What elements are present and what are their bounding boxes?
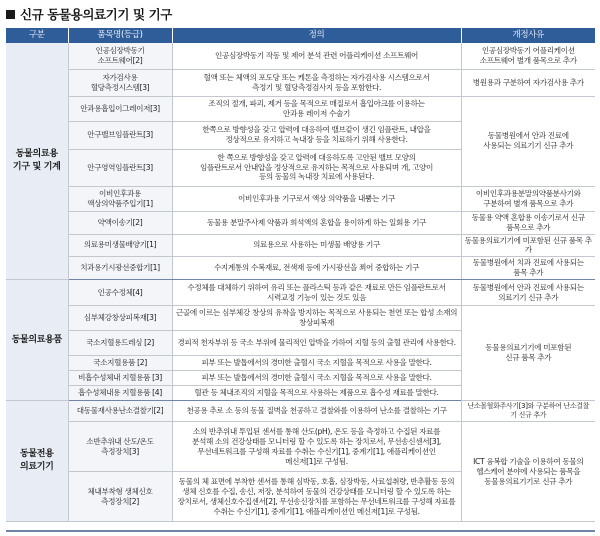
table-row — [6, 280, 595, 306]
item-name: 자가검사용 혈당측정시스템[3] — [68, 69, 172, 96]
header-category: 구분 — [6, 28, 68, 43]
definition-cell: 근골에 이르는 심부체강 창상의 유착을 방지하는 목적으로 사용되는 천연 또는 합성 소재의 창상피복재 — [172, 306, 461, 331]
item-name: 국소지혈용드레싱 [2] — [68, 331, 172, 356]
reason-cell: 이비인후과용분말의약품분사기와 구분하여 별개 품목으로 추가 — [461, 186, 595, 211]
category-cell: 동물의료용 기구 및 기계 — [6, 43, 68, 280]
table-row — [6, 234, 595, 257]
item-name: 심부체강창상피복재[3] — [68, 306, 172, 331]
item-name: 국소지혈용품 [2] — [68, 356, 172, 371]
table-row — [6, 211, 595, 234]
table-bottom-rule — [6, 530, 595, 532]
item-name: 인공수정체[4] — [68, 280, 172, 306]
definition-cell: 혈액 또는 체액의 포도당 또는 케톤을 측정하는 자가검사용 시스템으로서 측정기 및 혈당측정검사지 등을 포함한다. — [172, 69, 461, 96]
reason-cell: 병원용과 구분하여 자가검사용 추가 — [461, 69, 595, 96]
item-name: 의료용미생물배양기[1] — [68, 234, 172, 257]
header-reason: 개정사유 — [461, 28, 595, 43]
table-row — [6, 96, 595, 121]
item-name: 소반추위내 산도/온도 측정장치[3] — [68, 422, 172, 472]
header-definition: 정의 — [172, 28, 461, 43]
definition-cell: 이비인후과용 기구로서 액상 의약품을 내뿜는 기구 — [172, 186, 461, 211]
square-bullet-icon — [6, 10, 15, 19]
item-name: 이비인후과용 액상의약품주입기[1] — [68, 186, 172, 211]
reason-cell-merged: 동물용의료기기에 미포함된 신규 품목 추가 — [461, 306, 595, 401]
item-name: 안구밸브임플란트[3] — [68, 121, 172, 149]
item-name: 비흡수성체내 지혈용품 [3] — [68, 371, 172, 386]
item-name: 약액이송기[2] — [68, 211, 172, 234]
item-name: 대동물재사용난소결찰기[2] — [68, 401, 172, 422]
table-row — [6, 401, 595, 422]
table-row — [6, 186, 595, 211]
definition-cell: 피부 또는 발톱에서의 경미한 출혈시 국소 지혈을 목적으로 사용을 말한다. — [172, 356, 461, 371]
definition-cell: 조직의 절개, 파괴, 제거 등을 목적으로 매질로서 흡입아크를 이용하는 안과용 레이저 수술기 — [172, 96, 461, 121]
header-item: 품목명(등급) — [68, 28, 172, 43]
definition-cell: 동물용 분말주사제 약품과 희석액의 혼합을 용이하게 하는 일회용 기구 — [172, 211, 461, 234]
reason-cell-merged: ICT 융복합 기술을 이용하여 동물의 헬스케어 분야에 사용되는 품목을 동물용의료기기로 신규 추가 — [461, 422, 595, 522]
definition-cell: 의료용으로 사용하는 미생물 배양용 기구 — [172, 234, 461, 257]
definition-cell: 소의 반추위내 투입된 센서를 통해 산도(pH), 온도 등을 측정하고 수집된 자료를 분석해 소의 건강상태를 모니터링 할 수 있도록 하는 장치로서, 무선송신센서[3], 무선네트워크를 구성해 자료를 수취는 수신기[1], 중계기[1], 애플리케이션인 메신저[1]로 구성됨. — [172, 422, 461, 472]
reason-cell: 동물용의료기기에 미포함된 신규 품목 추가 — [461, 234, 595, 257]
definition-cell: 혈관 등 체내조직의 지혈을 목적으로 사용하는 제품으로 흡수성 재료를 말한다. — [172, 386, 461, 401]
table-row — [6, 69, 595, 96]
item-name: 안과용흡입이그레이저[3] — [68, 96, 172, 121]
item-name: 인공심장박동기 소프트웨어[2] — [68, 43, 172, 69]
reason-cell: 동물용 약액 혼합용 이송기로서 신규 품목으로 추가 — [461, 211, 595, 234]
definition-cell: 수지계통의 수복재료, 전색재 등에 가시광선을 쬐어 중합하는 기구 — [172, 257, 461, 280]
definition-cell: 수정체를 대체하기 위하여 유리 또는 플라스틱 등과 같은 재료로 만든 임플란트로서 시력교정 기능이 있는 것도 있음 — [172, 280, 461, 306]
definition-cell: 동물의 체 표면에 부착한 센서를 통해 심박동, 호흡, 심장박동, 사료섭취량, 반추활동 등의 생체 신호를 수집, 송신, 저장, 분석하여 동물의 건강상태를 모니터링 할 수 있도록 하는 장치로서, 생체신호수집센서[2], 무선송신장치를 포함하는 무선네트워크를 구성해 자료를 수취는 수신기[1], 중계기[1], 애플리케이션인 메신저[1]로 구성됨. — [172, 472, 461, 522]
table-row — [6, 422, 595, 472]
definition-cell: 한쪽으로 방향성을 갖고 압력에 대응하여 밸브같이 생긴 임플란트, 내압을 정상적으로 유지하고 녹내장 등을 치료하기 위해 사용한다. — [172, 121, 461, 149]
reason-cell: 인공심장박동기 어플리케이션 소프트웨어 별개 품목으로 추가 — [461, 43, 595, 69]
item-name: 안구영역임플란트[3] — [68, 149, 172, 186]
reason-cell-merged: 동물병원에서 안과 진료에 사용되는 의료기기 신규 추가 — [461, 96, 595, 186]
item-name: 흡수성체내용 지혈용품 [4] — [68, 386, 172, 401]
definition-cell: 경피적 천자부위 등 국소 부위에 물리적인 압박을 가하여 지혈 등의 출혈 관리에 사용한다. — [172, 331, 461, 356]
reason-cell: 동물병원에서 안과 진료에 사용되는 의료기기 신규 추가 — [461, 280, 595, 306]
reason-cell: 난소몰혈화주사기[3]와 구분하여 난소결찰기 신규 추가 — [461, 401, 595, 422]
definition-cell: 피부 또는 발톱에서의 경미한 출혈시 국소 지혈을 목적으로 사용을 말한다. — [172, 371, 461, 386]
table-header-row — [6, 28, 595, 43]
table-row — [6, 257, 595, 280]
definition-cell: 한 쪽으로 방향성을 갖고 압력에 대응하도록 고안된 밸브 모양의 임플란트로서 안내압을 정상적으로 유지하는 목적으로 사용되며 개, 고양이 등의 동물의 녹내장 치료에 사용된다. — [172, 149, 461, 186]
page-title-text: 신규 동물용의료기기 및 기구 — [20, 7, 172, 22]
item-name: 체내부착형 생체신호 측정장치[2] — [68, 472, 172, 522]
definition-cell: 인공심장박동기 작동 및 제어 분석 관련 어플리케이션 소프트웨어 — [172, 43, 461, 69]
category-cell: 동물의료용품 — [6, 280, 68, 401]
device-table — [6, 28, 595, 522]
reason-cell: 동물병원에서 치과 진료에 사용되는 품목 추가 — [461, 257, 595, 280]
table-row — [6, 306, 595, 331]
category-cell: 동물전용 의료기기 — [6, 401, 68, 522]
page-title — [6, 4, 172, 24]
item-name: 치과용기시광선중합기[1] — [68, 257, 172, 280]
table-row — [6, 43, 595, 69]
definition-cell: 천공용 추로 소 등의 동물 질벽을 천공하고 결찰와를 이용하여 난소를 결찰하는 기구 — [172, 401, 461, 422]
